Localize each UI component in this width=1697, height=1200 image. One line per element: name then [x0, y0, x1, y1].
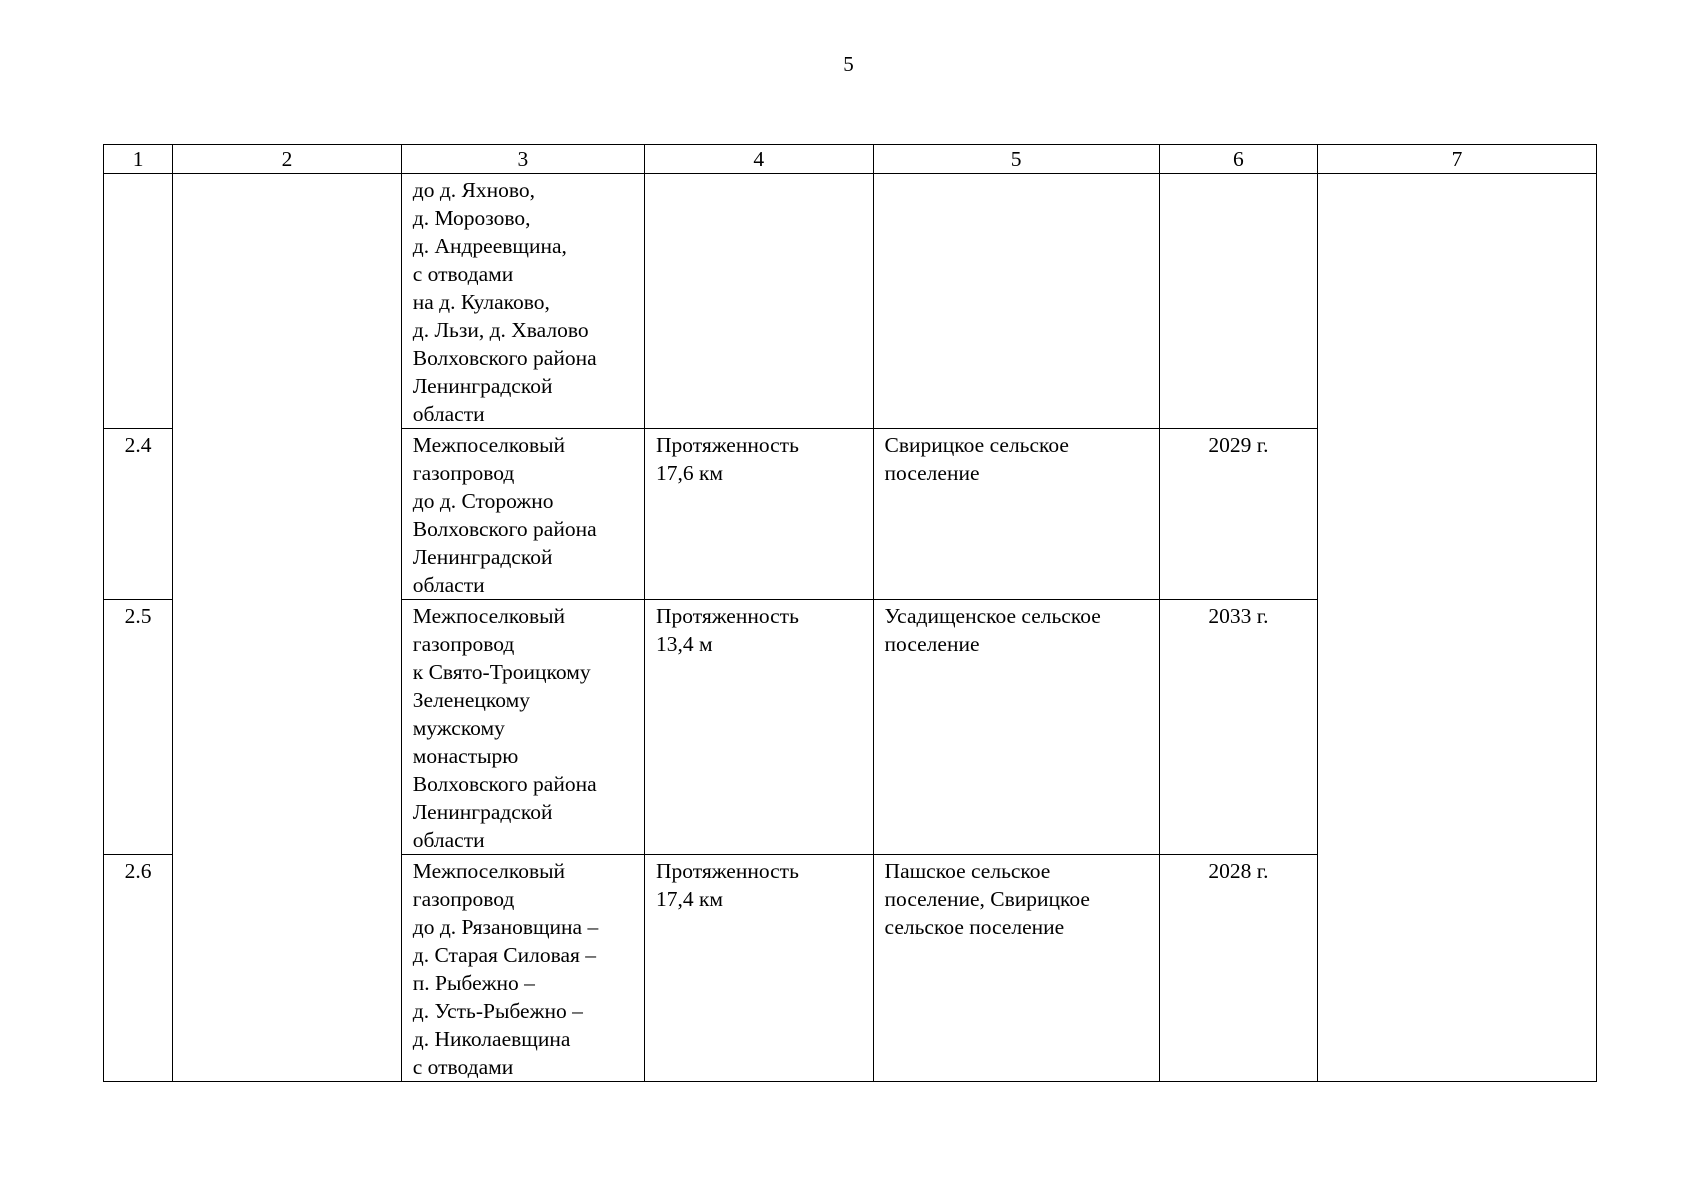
text-line: д. Морозово, — [412, 206, 531, 230]
text-line: Ленинградской — [412, 545, 553, 569]
location-cell — [873, 429, 1159, 600]
text-line: Межпоселковый — [412, 859, 566, 883]
row-number — [104, 174, 173, 429]
column-header-7: 7 — [1318, 145, 1597, 174]
specification-cell — [644, 174, 873, 429]
text-line: д. Льзи, д. Хвалово — [412, 318, 589, 342]
header-row — [104, 145, 1597, 174]
column-header-4: 4 — [644, 145, 873, 174]
column-header-2: 2 — [173, 145, 402, 174]
object-name-cell — [401, 174, 644, 429]
row-number: 2.6 — [104, 855, 173, 1082]
text-line: газопровод — [412, 461, 515, 485]
text-line: 13,4 м — [655, 632, 713, 656]
object-name-text — [413, 857, 633, 1081]
location-text — [885, 431, 1148, 487]
object-name-text — [413, 431, 633, 599]
text-line: с отводами — [412, 262, 514, 286]
text-line: Волховского района — [412, 772, 597, 796]
text-line: до д. Сторожно — [412, 489, 554, 513]
text-line: с отводами — [412, 1055, 514, 1079]
text-line: д. Андреевщина, — [412, 234, 567, 258]
text-line: Ленинградской — [412, 800, 553, 824]
column-header-3: 3 — [401, 145, 644, 174]
location-cell — [873, 600, 1159, 855]
year-cell: 2028 г. — [1159, 855, 1317, 1082]
text-line: Пашское сельское — [884, 859, 1051, 883]
text-line: сельское поселение — [884, 915, 1065, 939]
specification-text — [656, 431, 862, 487]
text-line: монастырю — [412, 744, 519, 768]
text-line: Зеленецкому — [412, 688, 530, 712]
text-line: Усадищенское сельское — [884, 604, 1101, 628]
text-line: газопровод — [412, 887, 515, 911]
location-cell — [873, 174, 1159, 429]
text-line: д. Николаевщина — [412, 1027, 571, 1051]
text-line: газопровод — [412, 632, 515, 656]
text-line: Волховского района — [412, 517, 597, 541]
text-line: области — [412, 828, 485, 852]
text-line: до д. Яхново, — [412, 178, 535, 202]
text-line: Протяженность — [655, 604, 799, 628]
text-line: д. Усть-Рыбежно – — [412, 999, 583, 1023]
location-cell — [873, 855, 1159, 1082]
specification-cell — [644, 855, 873, 1082]
page-number: 5 — [843, 52, 854, 76]
text-line: п. Рыбежно – — [412, 971, 535, 995]
text-line: Протяженность — [655, 433, 799, 457]
merged-column-2-cell — [173, 174, 402, 1082]
text-line: Волховского района — [412, 346, 597, 370]
column-header-5: 5 — [873, 145, 1159, 174]
text-line: 17,4 км — [655, 887, 724, 911]
text-line: 17,6 км — [655, 461, 724, 485]
text-line: Ленинградской — [412, 374, 553, 398]
object-name-cell — [401, 429, 644, 600]
text-line: до д. Рязановщина – — [412, 915, 599, 939]
specification-text — [656, 602, 862, 658]
object-name-cell — [401, 600, 644, 855]
merged-column-7-cell — [1318, 174, 1597, 1082]
specification-cell — [644, 600, 873, 855]
text-line: Протяженность — [655, 859, 799, 883]
year-cell — [1159, 174, 1317, 429]
text-line: области — [412, 573, 485, 597]
text-line: к Свято-Троицкому — [412, 660, 591, 684]
column-header-6: 6 — [1159, 145, 1317, 174]
text-line: на д. Кулаково, — [412, 290, 550, 314]
year-cell: 2033 г. — [1159, 600, 1317, 855]
text-line: Межпоселковый — [412, 604, 566, 628]
location-text — [885, 602, 1148, 658]
text-line: Свирицкое сельское — [884, 433, 1069, 457]
row-number: 2.4 — [104, 429, 173, 600]
specification-cell — [644, 429, 873, 600]
object-name-text — [413, 602, 633, 854]
specification-text — [656, 857, 862, 913]
text-line: Межпоселковый — [412, 433, 566, 457]
location-text — [885, 857, 1148, 941]
column-header-1: 1 — [104, 145, 173, 174]
text-line: д. Старая Силовая – — [412, 943, 597, 967]
investment-table — [103, 144, 1597, 1082]
text-line: поселение — [884, 461, 980, 485]
text-line: области — [412, 402, 485, 426]
object-name-text — [413, 176, 633, 428]
object-name-cell — [401, 855, 644, 1082]
text-line: мужскому — [412, 716, 505, 740]
year-cell: 2029 г. — [1159, 429, 1317, 600]
text-line: поселение, Свирицкое — [884, 887, 1090, 911]
row-number: 2.5 — [104, 600, 173, 855]
text-line: поселение — [884, 632, 980, 656]
table-row — [104, 174, 1597, 429]
